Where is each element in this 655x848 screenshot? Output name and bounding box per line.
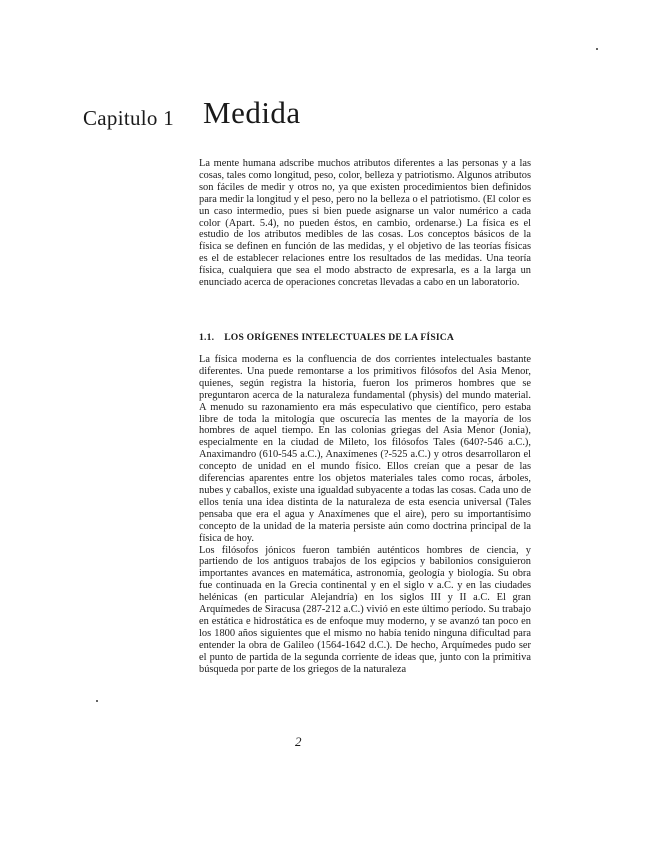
section-title: LOS ORÍGENES INTELECTUALES DE LA FÍSICA (224, 332, 455, 343)
section-number: 1.1. (199, 332, 215, 343)
body-paragraph-1: La física moderna es la confluencia de dos corrientes intelectuales bastante diferentes. Una puede remontarse a los primitivos filósofos del Asia Menor, quienes, según registra la historia, fueron los primeros hombres que se preguntaron acerca de la naturaleza fundamental (physis) del mundo material. A menudo su razonamiento era más especulativo que científico, pero estaba libre de toda la mitología que oscurecía las mentes de la mayoría de los hombres de aquel tiempo. En las colonias griegas del Asia Menor (Jonia), especialmente en la ciudad de Mileto, los filósofos Tales (640?-546 a.C.), Anaximandro (610-545 a.C.), Anaxímenes (?-525 a.C.) y otros desarrollaron el concepto de unidad en el mundo físico. Ellos creían que a pesar de las diferencias aparentes entre los objetos materiales tales como rocas, árboles, nubes y caballos, existe una igualdad subyacente a todas las cosas. Cada uno de ellos tenía una idea distinta de la naturaleza de esta esencia universal (Tales pensaba que era el agua y Anaxímenes que el aire), pero su importantísimo concepto de la unidad de la materia persiste aún como doctrina principal de la física de hoy. (199, 354, 531, 544)
page-number: 2 (295, 734, 302, 749)
body-paragraph-2: Los filósofos jónicos fueron también auténticos hombres de ciencia, y partiendo de los antiguos trabajos de los egipcios y babilonios consiguieron importantes avances en matemática, astronomía, geología y biología. Su obra fue continuada en la Grecia continental y en el siglo v a.C. y en las ciudades helénicas (en particular Alejandría) en los siglos III y II a.C. El gran Arquímedes de Siracusa (287-212 a.C.) vivió en este último período. Su trabajo en estática e hidrostática es de enfoque muy moderno, y se avanzó tan poco en los 1800 años siguientes que el mismo no había tenido ninguna dificultad para entender la obra de Galileo (1564-1642 d.C.). De hecho, Arquímedes pudo ser el punto de partida de la segunda corriente de ideas que, junto con la primitiva búsqueda por parte de los griegos de la naturaleza (199, 544, 531, 675)
intro-paragraph (199, 158, 531, 289)
section-body (199, 354, 531, 675)
scan-speck (96, 700, 98, 702)
section-heading (199, 332, 531, 343)
intro-text: La mente humana adscribe muchos atributos diferentes a las personas y a las cosas, tales como longitud, peso, color, belleza y patriotismo. Algunos atributos son fáciles de medir y otros no, ya que existen procedimientos bien definidos para medir la longitud y el peso, pero no la belleza o el patriotismo. (El color es un caso intermedio, pues si bien puede asignarse un valor numérico a cada color (Apart. 5.4), no pueden éstos, en cambio, ordenarse.) La física es el estudio de los atributos medibles de las cosas. Los conceptos básicos de la física se definen en función de las medidas, y el objetivo de las teorías físicas es el de establecer relaciones entre los resultados de las medidas. Una teoría física, cualquiera que sea el modo abstracto de expresarla, es a la larga un enunciado acerca de operaciones concretas llevadas a cabo en un laboratorio. (199, 158, 531, 289)
chapter-title: Medida (203, 95, 301, 130)
chapter-label: Capitulo 1 (83, 106, 175, 130)
scan-speck (596, 48, 598, 50)
